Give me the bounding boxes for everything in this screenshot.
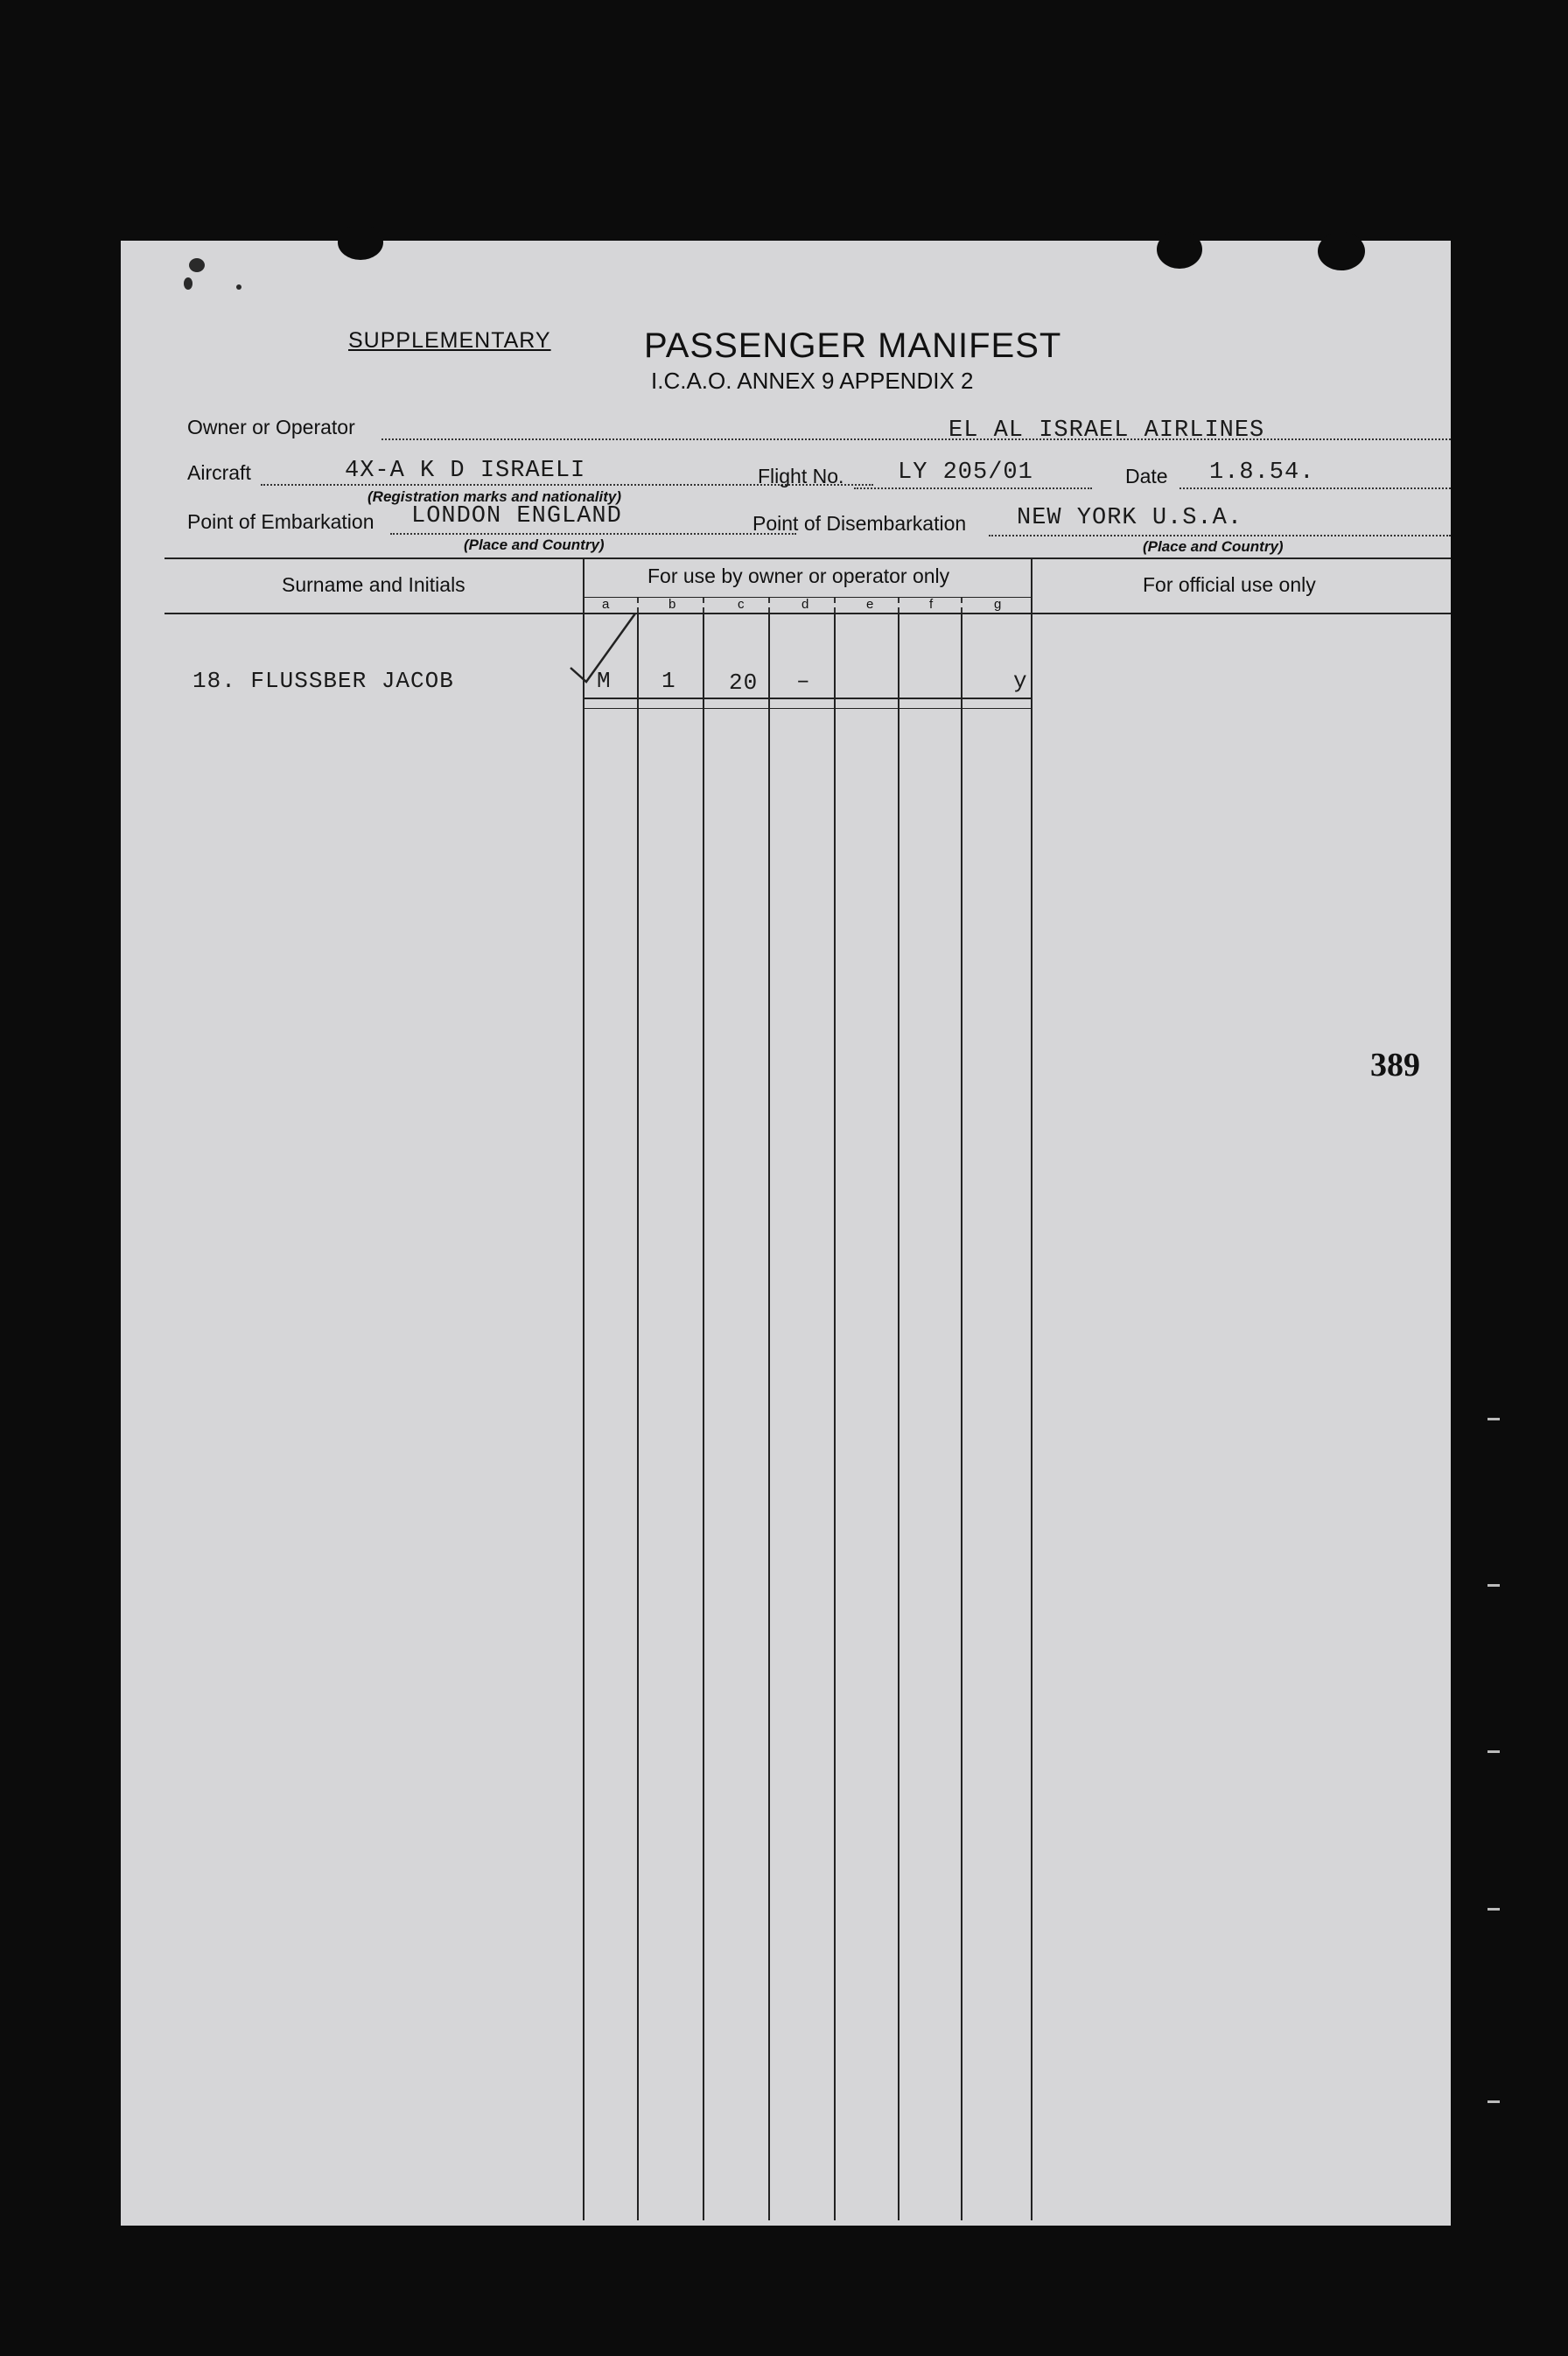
date-dotted-line <box>1180 487 1451 489</box>
column-rule <box>703 613 704 2220</box>
table-top-rule <box>164 557 1451 559</box>
embarkation-label: Point of Embarkation <box>187 510 374 533</box>
letter-separator <box>834 598 836 613</box>
ink-speck <box>236 284 242 290</box>
cell-c: 20 <box>729 670 759 696</box>
owner-dotted-line <box>382 438 1451 440</box>
aircraft-value: 4X-A K D ISRAELI <box>345 458 586 484</box>
column-rule <box>768 613 770 2220</box>
punch-hole <box>1157 230 1202 269</box>
flight-label: Flight No. <box>758 465 844 487</box>
column-letter-e: e <box>866 597 874 612</box>
ink-speck <box>184 277 192 290</box>
cell-g: y <box>1013 668 1028 694</box>
column-rule <box>961 613 962 2220</box>
ink-speck <box>189 258 205 272</box>
column-letter-c: c <box>738 597 745 612</box>
disembarkation-dotted-line <box>989 535 1451 536</box>
aircraft-label: Aircraft <box>187 461 251 484</box>
surname-column-header: Surname and Initials <box>282 573 466 596</box>
cell-d: – <box>796 668 811 694</box>
flight-dotted-line <box>854 487 1092 489</box>
embarkation-note: (Place and Country) <box>464 536 605 553</box>
film-edge-mark <box>1488 1908 1500 1911</box>
column-rule <box>898 613 900 2220</box>
disembarkation-value: NEW YORK U.S.A. <box>1017 505 1243 531</box>
official-use-column-header: For official use only <box>1143 573 1316 596</box>
table-header-rule <box>164 613 1451 614</box>
column-letter-b: b <box>668 597 676 612</box>
date-value: 1.8.54. <box>1209 459 1315 486</box>
film-edge-mark <box>1488 1418 1500 1420</box>
embarkation-value: LONDON ENGLAND <box>411 503 622 529</box>
flight-value: LY 205/01 <box>898 459 1033 486</box>
owner-value: EL AL ISRAEL AIRLINES <box>948 417 1265 444</box>
manifest-title: PASSENGER MANIFEST <box>644 326 1062 365</box>
supplementary-label: SUPPLEMENTARY <box>348 328 551 353</box>
punch-hole <box>1318 232 1365 270</box>
column-rule <box>583 557 584 2220</box>
column-letter-f: f <box>929 597 934 612</box>
letter-separator <box>768 598 770 613</box>
punch-hole <box>338 225 383 260</box>
column-letter-a: a <box>602 597 610 612</box>
entry-underline <box>583 708 1031 709</box>
stamp-number: 389 <box>1370 1047 1420 1083</box>
column-letter-g: g <box>994 597 1002 612</box>
disembarkation-label: Point of Disembarkation <box>752 512 967 535</box>
owner-use-column-header: For use by owner or operator only <box>648 564 950 587</box>
column-rule <box>637 613 639 2220</box>
column-rule <box>834 613 836 2220</box>
cell-b: 1 <box>662 668 676 694</box>
letter-separator <box>898 598 900 613</box>
column-letter-d: d <box>802 597 809 612</box>
manifest-subtitle: I.C.A.O. ANNEX 9 APPENDIX 2 <box>651 368 974 394</box>
passenger-entry: 18. FLUSSBER JACOB <box>192 668 454 694</box>
film-edge-mark <box>1488 1750 1500 1753</box>
entry-underline <box>583 698 1031 699</box>
disembarkation-note: (Place and Country) <box>1143 538 1284 555</box>
manifest-sheet <box>121 241 1451 2226</box>
aircraft-note: (Registration marks and nationality) <box>368 488 621 505</box>
letter-separator <box>703 598 704 613</box>
film-edge-mark <box>1488 1584 1500 1587</box>
letter-separator <box>961 598 962 613</box>
cell-a: M <box>597 668 612 694</box>
owner-label: Owner or Operator <box>187 416 355 438</box>
column-rule <box>1031 557 1032 2220</box>
embarkation-dotted-line <box>390 533 796 535</box>
film-edge-mark <box>1488 2100 1500 2103</box>
date-label: Date <box>1125 465 1168 487</box>
